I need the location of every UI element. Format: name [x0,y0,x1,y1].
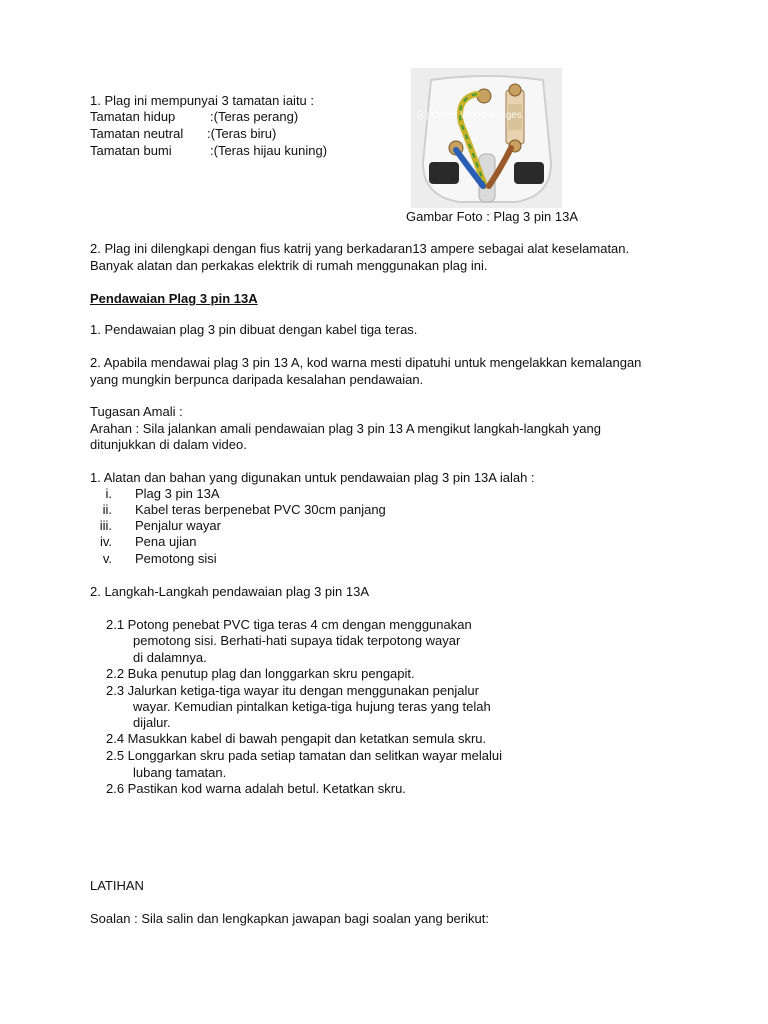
tool-num: i. [105,486,112,501]
step-line: di dalamnya. [133,650,207,665]
photo-watermark: (c) Oliver Wood Images [417,110,522,121]
step-line: pemotong sisi. Berhati-hati supaya tidak terpotong wayar [133,633,461,648]
step-line: dijalur. [133,715,171,730]
photo-caption: Gambar Foto : Plag 3 pin 13A [406,209,578,224]
step-line: 2.5 Longgarkan skru pada setiap tamatan dan selitkan wayar melalui [106,748,503,763]
step-line: wayar. Kemudian pintalkan ketiga-tiga hujung teras yang telah [133,699,491,714]
wiring-point-2-cont: yang mungkin berpunca daripada kesalahan pendawaian. [90,372,424,387]
terminal-neutral-name: Tamatan neutral [90,126,184,141]
step-line: 2.6 Pastikan kod warna adalah betul. Ketatkan skru. [106,781,406,796]
tool-item: Pena ujian [135,534,197,549]
exercise-title: LATIHAN [90,878,144,893]
tool-num: iii. [99,518,112,533]
terminal-earth-core: :(Teras hijau kuning) [210,143,328,158]
step-line: lubang tamatan. [133,765,227,780]
intro-title: 1. Plag ini mempunyai 3 tamatan iaitu : [90,93,315,108]
plug-photo [411,68,562,208]
tool-num: v. [102,551,112,566]
tool-num: iv. [99,534,112,549]
terminal-earth-name: Tamatan bumi [90,143,172,158]
plug-illustration [411,68,562,208]
tool-item: Plag 3 pin 13A [135,486,220,501]
step-line: 2.1 Potong penebat PVC tiga teras 4 cm dengan menggunakan [106,617,472,632]
tool-item: Pemotong sisi [135,551,217,566]
wiring-point-1: 1. Pendawaian plag 3 pin dibuat dengan kabel tiga teras. [90,322,418,337]
task-instruction-1: Arahan : Sila jalankan amali pendawaian plag 3 pin 13 A mengikut langkah-langkah yang [90,421,601,436]
steps-intro: 2. Langkah-Langkah pendawaian plag 3 pin 13A [90,584,370,599]
para2-line2: Banyak alatan dan perkakas elektrik di rumah menggunakan plag ini. [90,258,488,273]
exercise-question: Soalan : Sila salin dan lengkapkan jawapan bagi soalan yang berikut: [90,911,489,926]
wiring-point-2: 2. Apabila mendawai plag 3 pin 13 A, kod warna mesti dipatuhi untuk mengelakkan kemalangan [90,355,642,370]
task-title: Tugasan Amali : [90,404,183,419]
step-line: 2.2 Buka penutup plag dan longgarkan skru pengapit. [106,666,415,681]
terminal-live-core: :(Teras perang) [210,109,299,124]
terminal-live-name: Tamatan hidup [90,109,176,124]
tool-item: Kabel teras berpenebat PVC 30cm panjang [135,502,386,517]
tool-item: Penjalur wayar [135,518,221,533]
step-line: 2.3 Jalurkan ketiga-tiga wayar itu dengan menggunakan penjalur [106,683,479,698]
task-instruction-2: ditunjukkan di dalam video. [90,437,247,452]
tool-num: ii. [102,502,112,517]
section-heading: Pendawaian Plag 3 pin 13A [90,291,258,306]
tools-intro: 1. Alatan dan bahan yang digunakan untuk pendawaian plag 3 pin 13A ialah : [90,470,535,485]
terminal-neutral-core: :(Teras biru) [207,126,277,141]
para2-line1: 2. Plag ini dilengkapi dengan fius katrij yang berkadaran13 ampere sebagai alat keselamatan. [90,241,630,256]
step-line: 2.4 Masukkan kabel di bawah pengapit dan ketatkan semula skru. [106,731,487,746]
